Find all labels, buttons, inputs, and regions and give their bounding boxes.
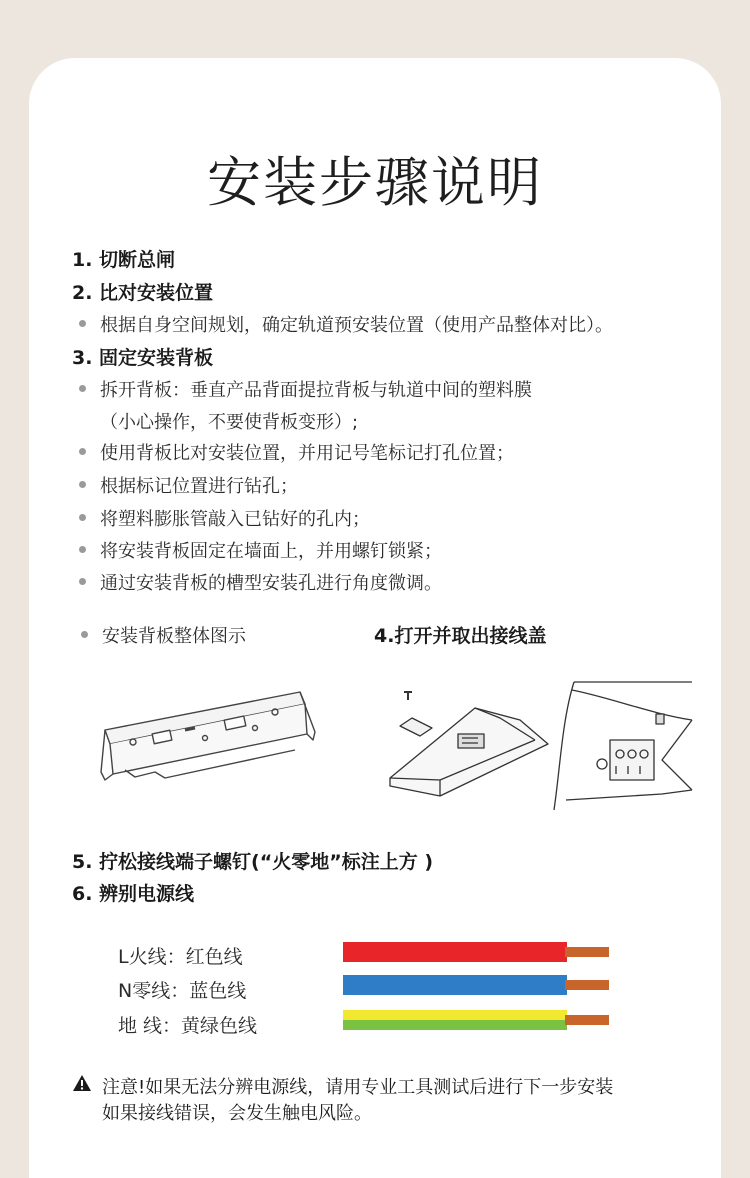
page-title: 安装步骤说明 bbox=[207, 151, 543, 214]
live-wire-label: L火线：红色线 bbox=[118, 946, 243, 968]
step-3-item: 根据标记位置进行钻孔； bbox=[100, 472, 298, 498]
step-1-heading: 1. 切断总闸 bbox=[72, 249, 176, 271]
step-2-item: 根据自身空间规划，确定轨道预安装位置（使用产品整体对比）。 bbox=[100, 311, 613, 337]
step-3-item-continued: （小心操作，不要使背板变形）; bbox=[100, 412, 359, 433]
warning-line-1: 注意!如果无法分辨电源线，请用专业工具测试后进行下一步安装 bbox=[102, 1077, 614, 1098]
junction-cover-illustration bbox=[380, 688, 550, 798]
neutral-wire-tip bbox=[565, 980, 609, 990]
backplate-caption: 安装背板整体图示 bbox=[102, 622, 246, 648]
step-3-item: 将塑料膨胀管敲入已钻好的孔内； bbox=[100, 505, 370, 531]
terminal-closeup-illustration bbox=[552, 680, 694, 812]
backplate-illustration bbox=[95, 682, 320, 792]
neutral-wire bbox=[343, 975, 567, 995]
step-4-heading: 4.打开并取出接线盖 bbox=[374, 625, 547, 647]
step-3-item: 使用背板比对安装位置，并用记号笔标记打孔位置； bbox=[100, 439, 514, 465]
step-5-heading: 5. 拧松接线端子螺钉(“火零地”标注上方 ) bbox=[72, 851, 434, 873]
step-3-item: 将安装背板固定在墙面上，并用螺钉锁紧； bbox=[100, 537, 442, 563]
live-wire bbox=[343, 942, 567, 962]
warning-icon bbox=[72, 1074, 92, 1092]
ground-wire-tip bbox=[565, 1015, 609, 1025]
step-6-heading: 6. 辨别电源线 bbox=[72, 883, 195, 905]
neutral-wire-label: N零线：蓝色线 bbox=[118, 980, 247, 1002]
warning-line-2: 如果接线错误，会发生触电风险。 bbox=[102, 1103, 372, 1124]
step-2-heading: 2. 比对安装位置 bbox=[72, 282, 214, 304]
live-wire-tip bbox=[565, 947, 609, 957]
ground-wire bbox=[343, 1010, 567, 1030]
step-3-heading: 3. 固定安装背板 bbox=[72, 347, 214, 369]
step-3-item: 拆开背板：垂直产品背面提拉背板与轨道中间的塑料膜 bbox=[100, 376, 532, 402]
step-3-item: 通过安装背板的槽型安装孔进行角度微调。 bbox=[100, 569, 442, 595]
ground-wire-label: 地 线：黄绿色线 bbox=[118, 1015, 258, 1037]
